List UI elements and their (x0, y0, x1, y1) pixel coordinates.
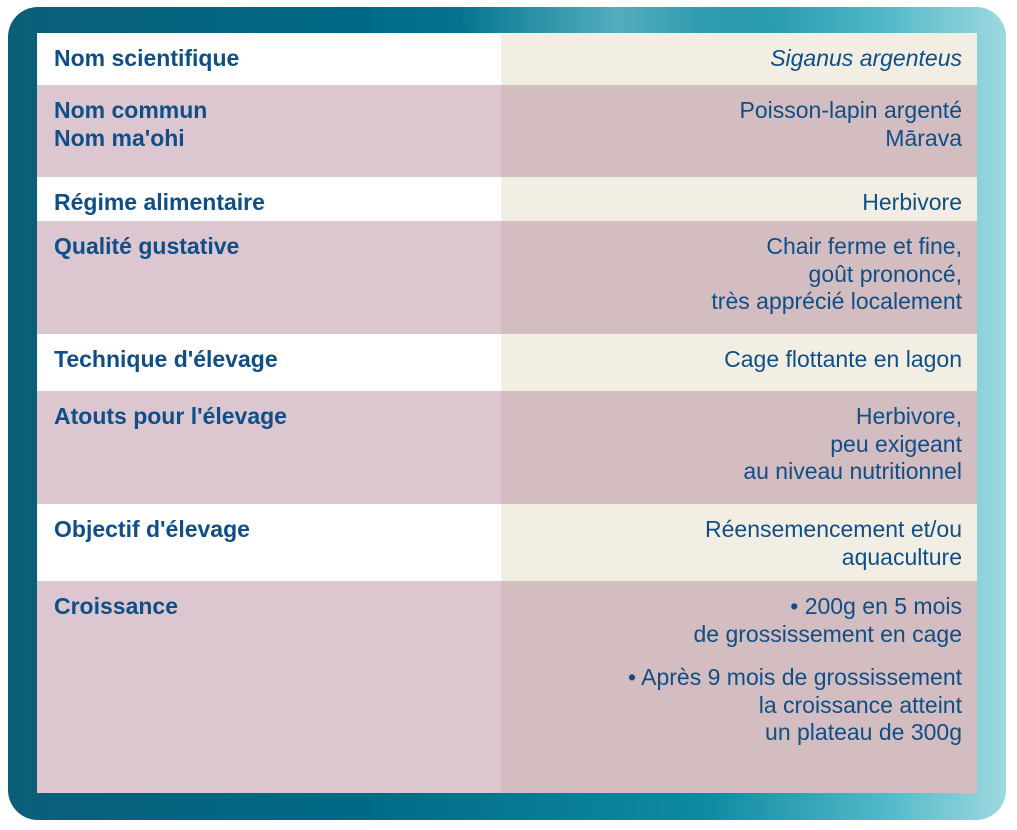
value-text: Poisson-lapin argenté (739, 97, 962, 123)
value-cell (501, 334, 977, 391)
label-cell (37, 581, 501, 793)
label-text: Qualité gustative (54, 233, 240, 259)
value-text: Cage flottante en lagon (724, 346, 962, 372)
value-text: un plateau de 300g (765, 719, 962, 745)
value-cell (501, 581, 977, 793)
scientific-name-value: Siganus argenteus (770, 45, 962, 71)
label-cell (37, 177, 501, 221)
label-text: Nom ma'ohi (54, 124, 185, 151)
value-text: de grossissement en cage (693, 620, 962, 647)
species-info-table (37, 33, 977, 793)
label-cell (37, 504, 501, 581)
value-text: • 200g en 5 mois (790, 593, 962, 619)
value-text: la croissance atteint (758, 691, 962, 718)
label-text: Objectif d'élevage (54, 516, 250, 542)
label-cell (37, 391, 501, 504)
label-cell (37, 221, 501, 334)
value-text: très apprécié localement (711, 288, 962, 314)
value-cell (501, 221, 977, 334)
value-cell (501, 177, 977, 221)
value-cell (501, 504, 977, 581)
label-text: Atouts pour l'élevage (54, 403, 287, 429)
row-taste-quality (37, 221, 977, 334)
growth-bullet (501, 664, 962, 747)
row-farming-objective (37, 504, 977, 581)
value-text: Herbivore (862, 189, 962, 215)
growth-bullet (501, 593, 962, 648)
value-cell (501, 391, 977, 504)
value-text: Réensemencement et/ou (705, 516, 962, 542)
row-diet (37, 177, 977, 221)
label-text: Technique d'élevage (54, 346, 278, 372)
value-text: aquaculture (841, 543, 962, 570)
row-farming-assets (37, 391, 977, 504)
value-text: • Après 9 mois de grossissement (627, 664, 962, 690)
value-text: au niveau nutritionnel (743, 458, 962, 484)
value-cell (501, 85, 977, 177)
label-text: Nom commun (54, 97, 208, 123)
value-text: Chair ferme et fine, (766, 233, 962, 259)
value-text: peu exigeant (830, 430, 962, 457)
label-cell (37, 334, 501, 391)
value-text: goût prononcé, (808, 260, 962, 287)
value-text: Mārava (885, 124, 962, 151)
label-cell (37, 85, 501, 177)
row-growth (37, 581, 977, 793)
value-cell (501, 33, 977, 85)
label-text: Nom scientifique (54, 45, 240, 71)
label-text: Croissance (54, 593, 179, 619)
value-text: Herbivore, (855, 403, 962, 429)
row-scientific-name (37, 33, 977, 85)
row-common-name (37, 85, 977, 177)
label-cell (37, 33, 501, 85)
label-text: Régime alimentaire (54, 189, 265, 215)
row-farming-technique (37, 334, 977, 391)
